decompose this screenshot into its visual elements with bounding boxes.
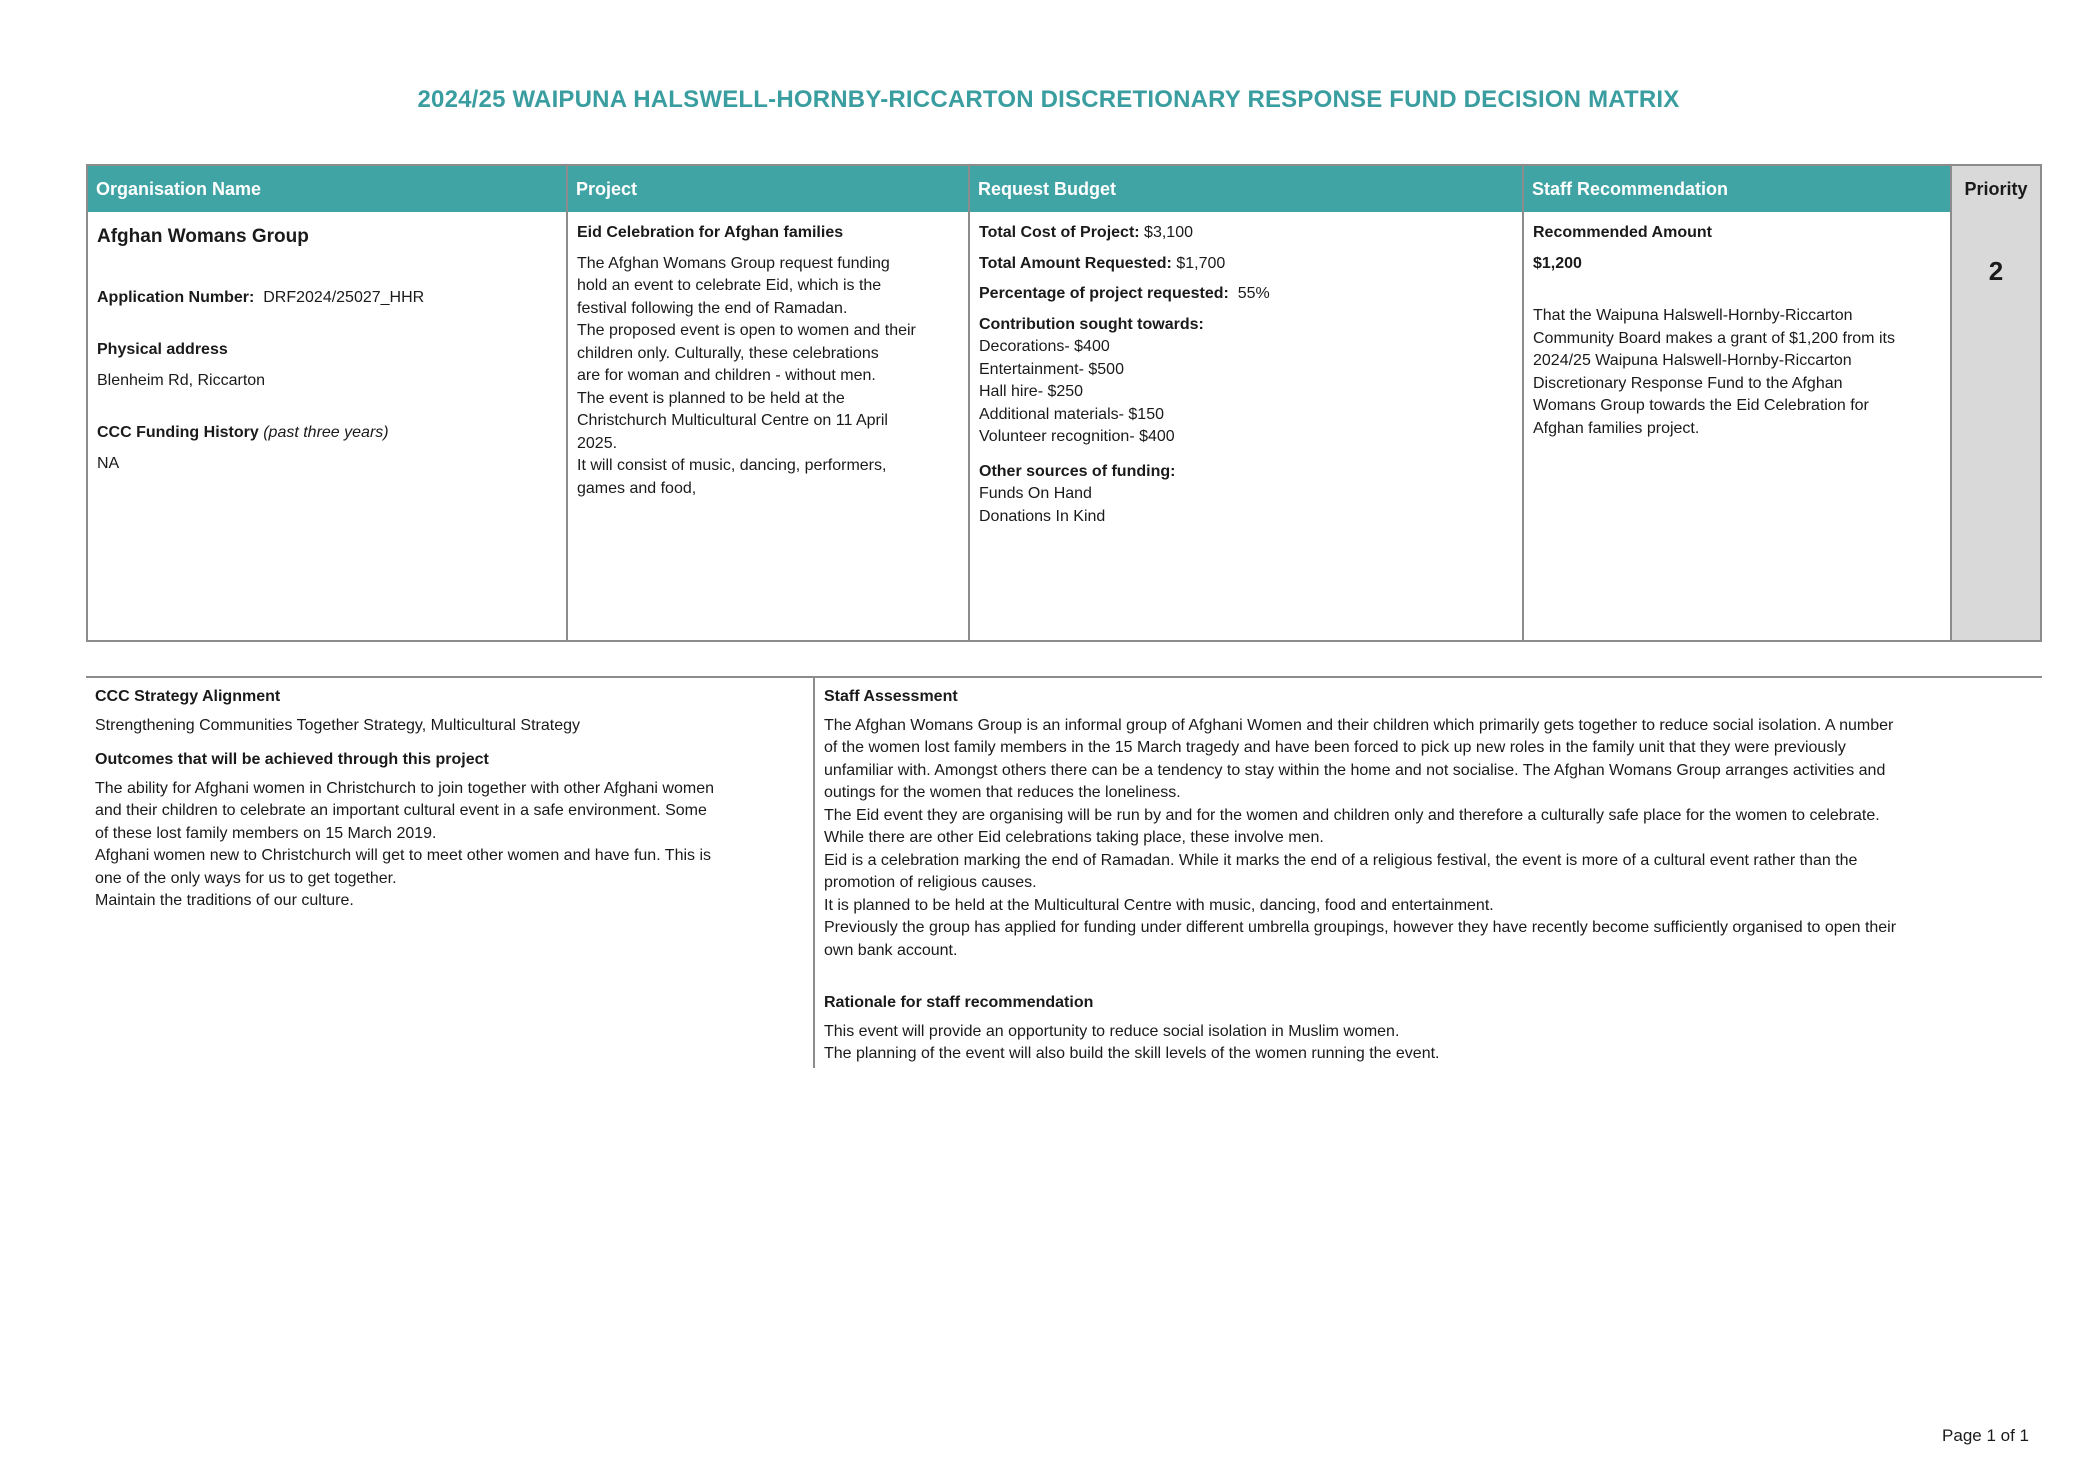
priority-column	[1952, 166, 2040, 640]
total-requested	[979, 253, 1513, 276]
assessment-line: promotion of religious causes.	[824, 874, 1037, 891]
contribution-list	[979, 336, 1513, 449]
project-line: are for woman and children - without men.	[577, 367, 876, 384]
section-divider	[86, 676, 2042, 678]
recommendation-text	[1533, 305, 1941, 440]
assessment-line: Previously the group has applied for funding under different umbrella groupings, however they have recently become sufficiently organised to open their	[824, 919, 1897, 936]
recommendation-line: Community Board makes a grant of $1,200 from its	[1533, 329, 1895, 347]
project-line: festival following the end of Ramadan.	[577, 299, 848, 317]
project-line: Christchurch Multicultural Centre on 11 April	[577, 412, 888, 429]
rationale-line: This event will provide an opportunity to reduce social isolation in Muslim women.	[824, 1022, 1400, 1040]
contribution-item: Decorations- $400	[979, 338, 1110, 355]
other-sources-list	[979, 483, 1513, 528]
outcomes-line: of these lost family members on 15 March 2019.	[95, 824, 437, 842]
decision-matrix-table	[86, 164, 2042, 642]
assessment-line: own bank account.	[824, 941, 958, 959]
organisation-header: Organisation Name	[88, 166, 566, 212]
project-line: The proposed event is open to women and their	[577, 322, 916, 339]
percentage-label: Percentage of project requested:	[979, 285, 1229, 302]
rationale-heading: Rationale for staff recommendation	[824, 994, 1094, 1011]
project-line: 2025.	[577, 434, 618, 452]
strategy-heading: CCC Strategy Alignment	[95, 688, 281, 705]
funding-history-note: (past three years)	[263, 424, 389, 441]
recommended-amount-label: Recommended Amount	[1533, 224, 1712, 241]
assessment-text	[824, 715, 2033, 963]
total-requested-value: $1,700	[1176, 254, 1226, 272]
outcomes-line: Maintain the traditions of our culture.	[95, 892, 354, 909]
rationale-text	[824, 1021, 2033, 1066]
funding-history-value: NA	[97, 454, 120, 472]
other-sources-label: Other sources of funding:	[979, 462, 1176, 480]
total-requested-label: Total Amount Requested:	[979, 254, 1172, 272]
total-cost	[979, 222, 1513, 245]
recommendation-header: Staff Recommendation	[1524, 166, 1950, 212]
outcomes-text	[95, 778, 805, 913]
project-description	[577, 253, 959, 501]
assessment-section	[815, 686, 2042, 1066]
assessment-line: outings for the women that reduces the loneliness.	[824, 784, 1181, 801]
project-line: games and food,	[577, 479, 697, 497]
recommendation-column	[1524, 166, 1952, 640]
outcomes-line: and their children to celebrate an important cultural event in a safe environment. Some	[95, 802, 707, 819]
organisation-name: Afghan Womans Group	[97, 226, 309, 247]
outcomes-line: The ability for Afghani women in Christchurch to join together with other Afghani women	[95, 779, 714, 797]
assessment-line: While there are other Eid celebrations taking place, these involve men.	[824, 829, 1324, 846]
recommendation-line: Discretionary Response Fund to the Afghan	[1533, 374, 1843, 392]
project-column	[568, 166, 970, 640]
percentage-requested	[979, 283, 1513, 306]
priority-header: Priority	[1952, 166, 2040, 212]
contribution-item: Additional materials- $150	[979, 405, 1164, 423]
physical-address-label: Physical address	[97, 341, 228, 358]
funding-history-label: CCC Funding History	[97, 424, 259, 441]
assessment-heading: Staff Assessment	[824, 688, 958, 705]
other-source-item: Donations In Kind	[979, 507, 1106, 525]
funding-history	[97, 422, 557, 445]
budget-column	[970, 166, 1524, 640]
outcomes-line: Afghani women new to Christchurch will get to meet other women and have fun. This is	[95, 847, 712, 864]
percentage-value: 55%	[1237, 285, 1270, 302]
project-title: Eid Celebration for Afghan families	[577, 224, 844, 241]
total-cost-label: Total Cost of Project:	[979, 224, 1140, 241]
contribution-label: Contribution sought towards:	[979, 315, 1204, 333]
assessment-line: The Afghan Womans Group is an informal group of Afghani Women and their children which primarily gets together to reduce social isolation. A number	[824, 716, 1894, 734]
assessment-line: It is planned to be held at the Multicultural Centre with music, dancing, food and entertainment.	[824, 896, 1494, 914]
recommendation-line: Afghan families project.	[1533, 419, 1700, 437]
contribution-item: Hall hire- $250	[979, 383, 1084, 400]
recommendation-line: That the Waipuna Halswell-Hornby-Riccarton	[1533, 307, 1853, 324]
budget-header: Request Budget	[970, 166, 1522, 212]
assessment-line: unfamiliar with. Amongst others there can be a tendency to stay within the home and not socialise. The Afghan Womans Group arranges activities and	[824, 761, 1886, 779]
project-line: children only. Culturally, these celebrations	[577, 344, 879, 362]
project-header: Project	[568, 166, 968, 212]
application-number-value: DRF2024/25027_HHR	[263, 288, 425, 306]
other-source-item: Funds On Hand	[979, 485, 1092, 502]
contribution-item: Entertainment- $500	[979, 360, 1124, 378]
assessment-line: of the women lost family members in the 15 March tragedy and have been forced to pick up new roles in the family unit that they were previously	[824, 739, 1846, 756]
organisation-column	[88, 166, 568, 640]
recommendation-line: 2024/25 Waipuna Halswell-Hornby-Riccarton	[1533, 352, 1852, 369]
application-number-label: Application Number:	[97, 288, 255, 306]
priority-value: 2	[1988, 256, 2004, 286]
recommended-amount-value: $1,200	[1533, 254, 1582, 272]
project-line: The Afghan Womans Group request funding	[577, 254, 890, 272]
assessment-line: Eid is a celebration marking the end of Ramadan. While it marks the end of a religious festival, the event is more of a cultural event rather than the	[824, 851, 1858, 869]
project-line: The event is planned to be held at the	[577, 389, 845, 407]
page-title: 2024/25 WAIPUNA HALSWELL-HORNBY-RICCARTON DISCRETIONARY RESPONSE FUND DECISION MATRIX	[417, 86, 1680, 113]
project-line: hold an event to celebrate Eid, which is the	[577, 277, 882, 294]
strategy-value: Strengthening Communities Together Strategy, Multicultural Strategy	[95, 716, 580, 734]
outcomes-heading: Outcomes that will be achieved through this project	[95, 751, 489, 768]
recommendation-line: Womans Group towards the Eid Celebration for	[1533, 397, 1869, 414]
total-cost-value: $3,100	[1144, 224, 1193, 241]
strategy-section	[86, 686, 814, 913]
project-line: It will consist of music, dancing, performers,	[577, 457, 887, 474]
assessment-line: The Eid event they are organising will be run by and for the women and children only and therefore a culturally safe place for the women to celebrate.	[824, 806, 1880, 824]
page-number: Page 1 of 1	[1942, 1426, 2029, 1445]
rationale-line: The planning of the event will also build the skill levels of the women running the event.	[824, 1045, 1440, 1062]
outcomes-line: one of the only ways for us to get together.	[95, 869, 397, 887]
physical-address-value: Blenheim Rd, Riccarton	[97, 371, 266, 389]
contribution-item: Volunteer recognition- $400	[979, 428, 1175, 445]
application-number	[97, 287, 557, 310]
